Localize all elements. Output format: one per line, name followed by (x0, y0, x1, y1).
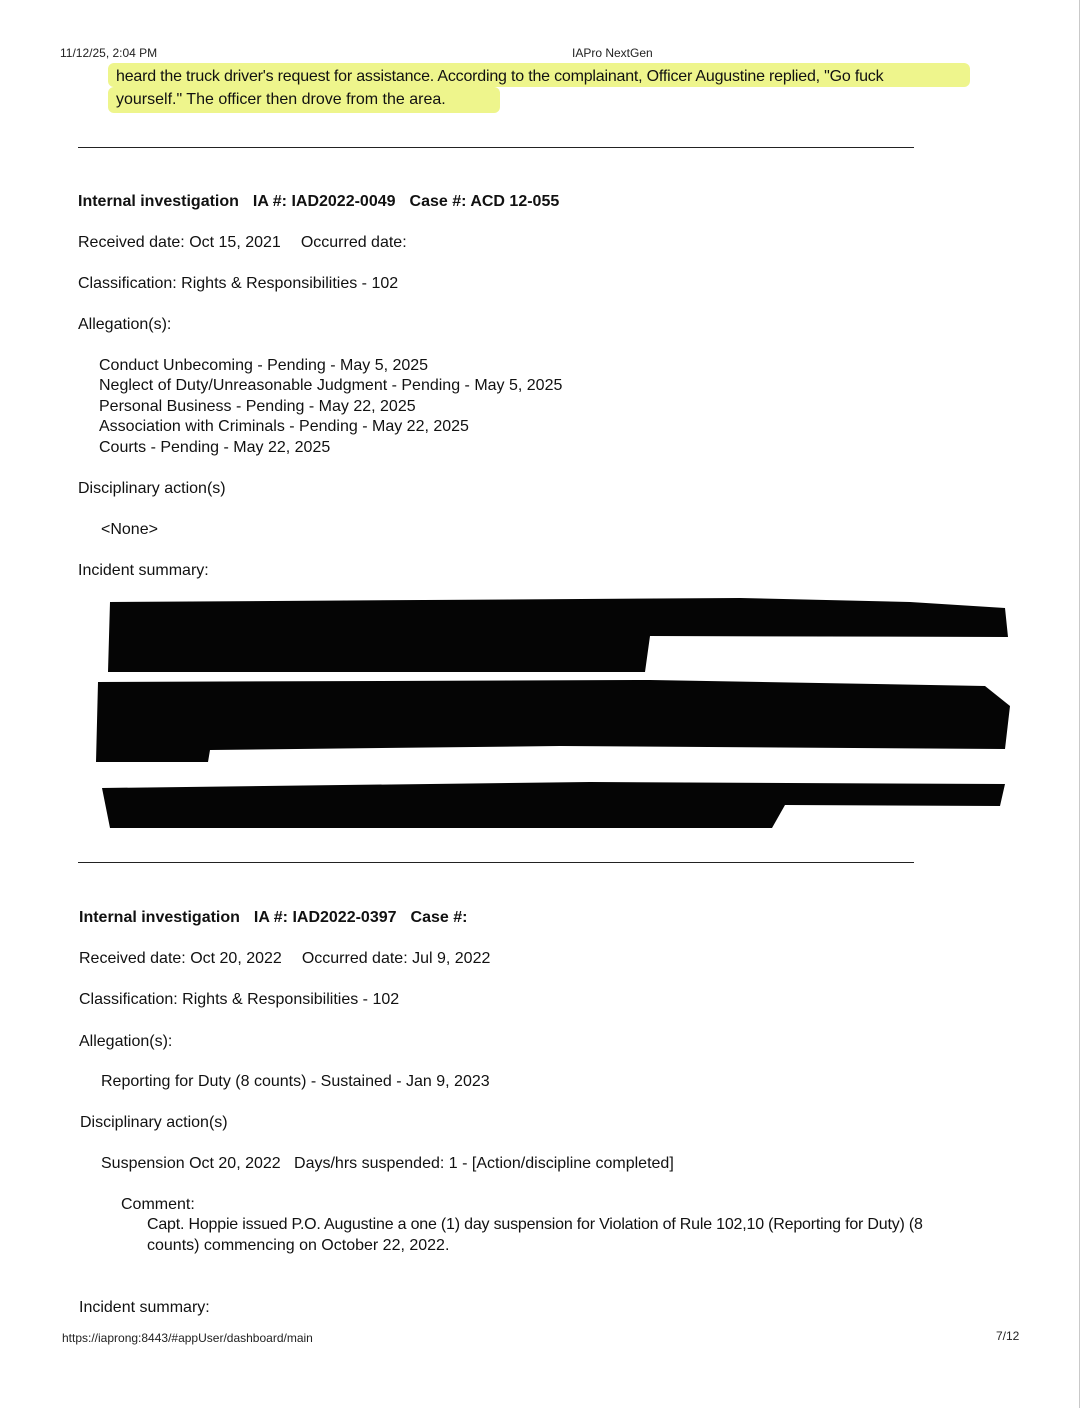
case1-incident-label: Incident summary: (78, 562, 209, 579)
case1-received-date: Oct 15, 2021 (189, 234, 281, 251)
case2-disciplinary-label: Disciplinary action(s) (80, 1114, 228, 1131)
redaction-bar-1 (108, 598, 1008, 672)
case1-allegation-item: Conduct Unbecoming - Pending - May 5, 2025 (99, 357, 429, 374)
footer-url: https://iaprong:8443/#appUser/dashboard/main (62, 1331, 313, 1345)
case1-heading (78, 193, 559, 211)
case2-occurred-date: Jul 9, 2022 (412, 950, 491, 967)
continuation-line-1: heard the truck driver's request for assistance. According to the complainant, Officer Augustine replied, "Go fuck (116, 68, 884, 85)
case2-comment-line-1: Capt. Hoppie issued P.O. Augustine a one (1) day suspension for Violation of Rule 102,10 (Reporting for Duty) (8 (147, 1216, 923, 1233)
case1-disciplinary-value: <None> (101, 521, 158, 538)
scan-edge (1079, 0, 1080, 1408)
case2-heading-prefix: Internal investigation (79, 909, 240, 926)
case1-dates (78, 234, 407, 252)
case2-dates (79, 950, 490, 968)
case2-comment-line-2: counts) commencing on October 22, 2022. (147, 1237, 450, 1254)
case1-received-label: Received date: (78, 234, 185, 251)
case2-incident-label: Incident summary: (79, 1299, 210, 1316)
case2-comment-label: Comment: (121, 1196, 195, 1213)
case1-case-label: Case #: (409, 193, 467, 210)
section-divider-2 (78, 862, 914, 863)
case2-received-label: Received date: (79, 950, 186, 967)
case1-classification-value: Rights & Responsibilities - 102 (181, 275, 399, 292)
case2-allegation-item: Reporting for Duty (8 counts) - Sustained - Jan 9, 2023 (101, 1073, 490, 1090)
case1-allegation-item: Courts - Pending - May 22, 2025 (99, 439, 331, 456)
case2-allegations-label: Allegation(s): (79, 1033, 173, 1050)
redaction-bar-3 (102, 782, 1005, 828)
case2-suspension-line: Suspension Oct 20, 2022 Days/hrs suspended: 1 - [Action/discipline completed] (101, 1155, 674, 1172)
page-number: 7/12 (996, 1329, 1020, 1343)
redaction-bar-2 (96, 680, 1010, 762)
case1-allegation-item: Personal Business - Pending - May 22, 2025 (99, 398, 416, 415)
case1-classification (78, 275, 398, 293)
section-divider-1 (78, 147, 914, 148)
app-title: IAPro NextGen (572, 46, 653, 60)
case2-occurred-label: Occurred date: (301, 950, 408, 967)
case1-disciplinary-label: Disciplinary action(s) (78, 480, 226, 497)
case2-heading (79, 909, 467, 927)
case1-case-number: ACD 12-055 (470, 193, 560, 210)
case2-ia-label: IA #: (253, 909, 288, 926)
case1-heading-prefix: Internal investigation (78, 193, 239, 210)
case2-ia-number: IAD2022-0397 (292, 909, 397, 926)
case2-classification-label: Classification: (79, 991, 178, 1008)
case2-classification (79, 991, 399, 1009)
print-timestamp: 11/12/25, 2:04 PM (60, 46, 158, 60)
case1-occurred-label: Occurred date: (300, 234, 407, 251)
continuation-line-2: yourself." The officer then drove from the area. (116, 91, 446, 108)
case1-ia-label: IA #: (252, 193, 287, 210)
case1-classification-label: Classification: (78, 275, 177, 292)
redaction-block (90, 592, 1020, 837)
case2-case-label: Case #: (410, 909, 468, 926)
case2-received-date: Oct 20, 2022 (190, 950, 282, 967)
case1-allegation-item: Association with Criminals - Pending - May 22, 2025 (99, 418, 469, 435)
case1-ia-number: IAD2022-0049 (291, 193, 396, 210)
case1-allegation-item: Neglect of Duty/Unreasonable Judgment - Pending - May 5, 2025 (99, 377, 563, 394)
case2-classification-value: Rights & Responsibilities - 102 (182, 991, 400, 1008)
case1-allegations-label: Allegation(s): (78, 316, 172, 333)
